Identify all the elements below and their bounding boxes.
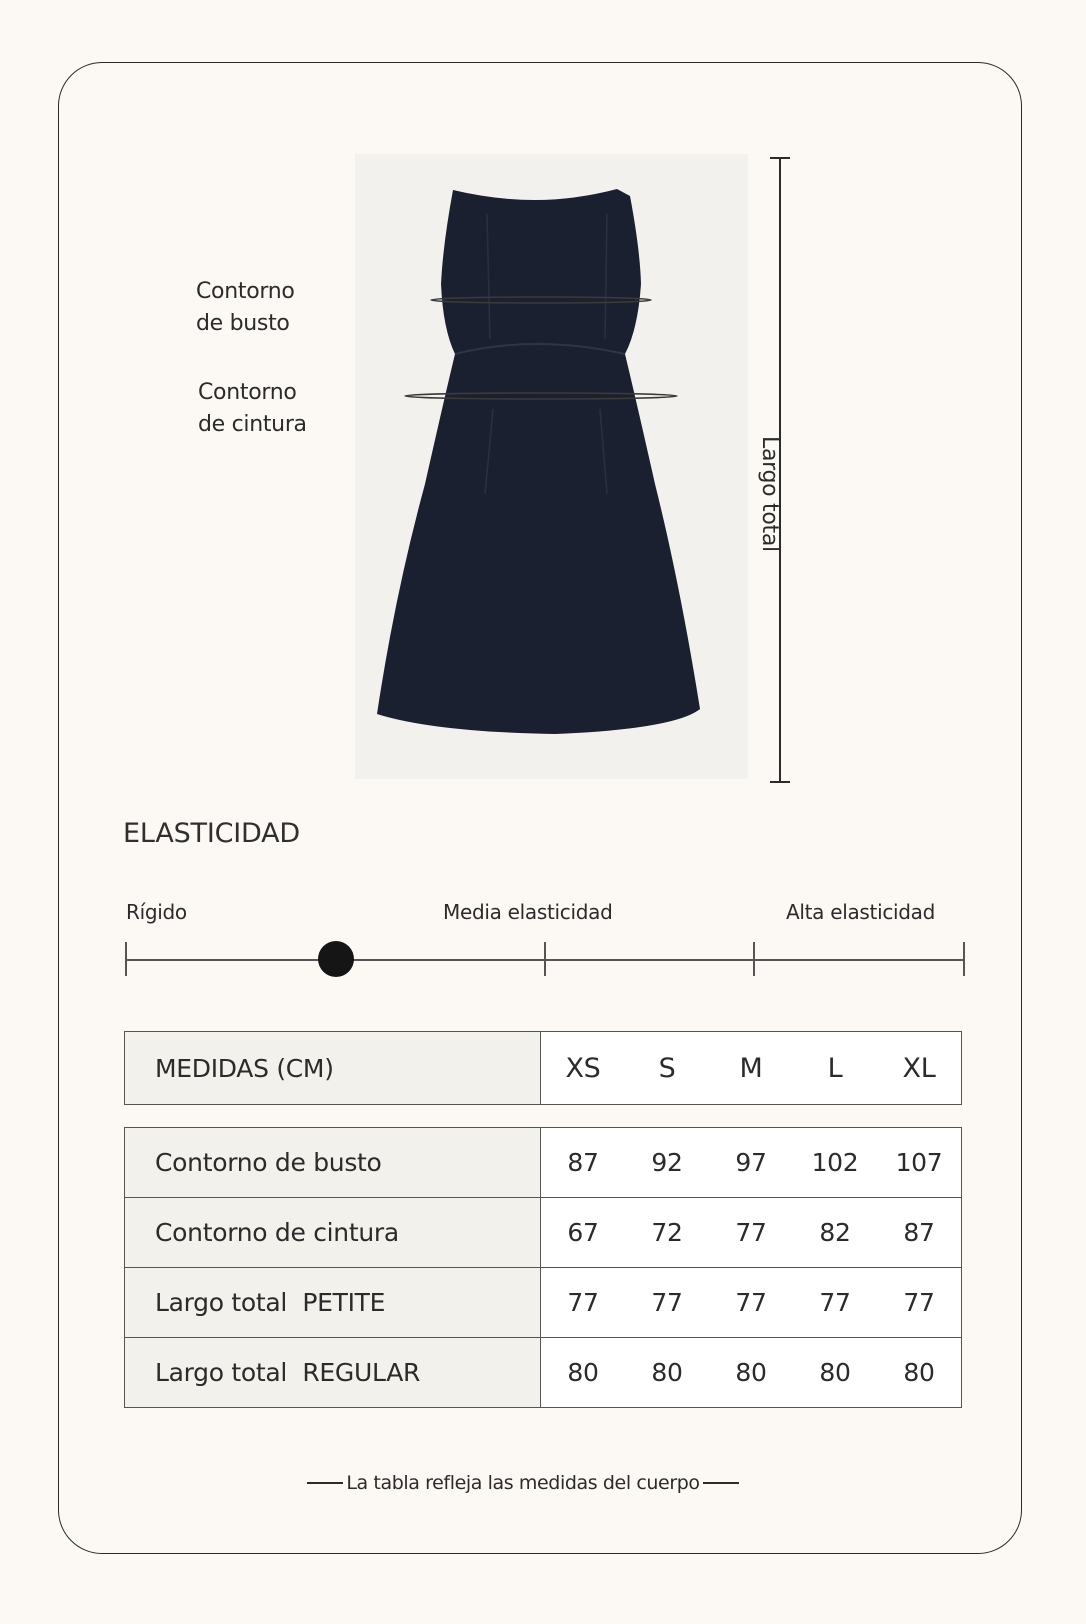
footer-dash-right — [703, 1482, 739, 1484]
size-table-body — [124, 1127, 962, 1408]
table-row — [125, 1338, 962, 1408]
table-row — [125, 1198, 962, 1268]
size-s: S — [658, 1052, 676, 1084]
footer-note — [307, 1468, 739, 1498]
table-cell: 77 — [819, 1288, 851, 1317]
footer-dash-left — [307, 1482, 343, 1484]
length-measure-top-cap — [770, 157, 790, 159]
waist-label-line1: Contorno — [198, 380, 297, 405]
size-m: M — [739, 1052, 763, 1084]
table-row — [125, 1128, 962, 1198]
row-label: Contorno de busto — [125, 1128, 541, 1198]
table-cell: 82 — [819, 1218, 851, 1247]
table-cell: 80 — [567, 1358, 599, 1387]
table-cell: 77 — [567, 1288, 599, 1317]
elasticity-label-mid: Media elasticidad — [443, 900, 613, 924]
table-cell: 102 — [811, 1148, 859, 1177]
table-cell: 80 — [819, 1358, 851, 1387]
table-cell: 80 — [735, 1358, 767, 1387]
table-cell: 97 — [735, 1148, 767, 1177]
table-cell: 80 — [651, 1358, 683, 1387]
table-cell: 72 — [651, 1218, 683, 1247]
table-cell: 77 — [651, 1288, 683, 1317]
length-label: Largo total — [757, 436, 782, 552]
size-xs: XS — [565, 1052, 601, 1084]
size-l: L — [827, 1052, 843, 1084]
dress-image — [355, 154, 748, 779]
footer-note-text: La tabla refleja las medidas del cuerpo — [346, 1472, 700, 1494]
size-header-cells — [541, 1032, 962, 1105]
waist-label-line2: de cintura — [198, 412, 307, 437]
table-cell: 77 — [735, 1218, 767, 1247]
row-values — [541, 1338, 962, 1408]
size-table-header — [124, 1031, 962, 1105]
table-cell: 87 — [903, 1218, 935, 1247]
elasticity-label-high: Alta elasticidad — [786, 900, 936, 924]
table-cell: 87 — [567, 1148, 599, 1177]
waist-label — [198, 377, 307, 441]
measurements-header: MEDIDAS (CM) — [125, 1032, 541, 1105]
elasticity-indicator — [318, 941, 354, 977]
elasticity-tick — [544, 942, 546, 976]
table-cell: 80 — [903, 1358, 935, 1387]
elasticity-label-low: Rígido — [126, 900, 187, 924]
table-cell: 92 — [651, 1148, 683, 1177]
row-label: Contorno de cintura — [125, 1198, 541, 1268]
bust-label-line2: de busto — [196, 311, 290, 336]
elasticity-tick — [125, 942, 127, 976]
table-cell: 107 — [895, 1148, 943, 1177]
elasticity-tick — [963, 942, 965, 976]
row-label: Largo total REGULAR — [125, 1338, 541, 1408]
table-cell: 67 — [567, 1218, 599, 1247]
elasticity-title: ELASTICIDAD — [123, 818, 300, 849]
row-values — [541, 1198, 962, 1268]
elasticity-tick — [753, 942, 755, 976]
table-cell: 77 — [735, 1288, 767, 1317]
row-label: Largo total PETITE — [125, 1268, 541, 1338]
size-xl: XL — [902, 1052, 936, 1084]
bust-label — [196, 276, 295, 340]
row-values — [541, 1128, 962, 1198]
table-cell: 77 — [903, 1288, 935, 1317]
length-measure-bottom-cap — [770, 781, 790, 783]
bust-label-line1: Contorno — [196, 279, 295, 304]
row-values — [541, 1268, 962, 1338]
table-row — [125, 1268, 962, 1338]
